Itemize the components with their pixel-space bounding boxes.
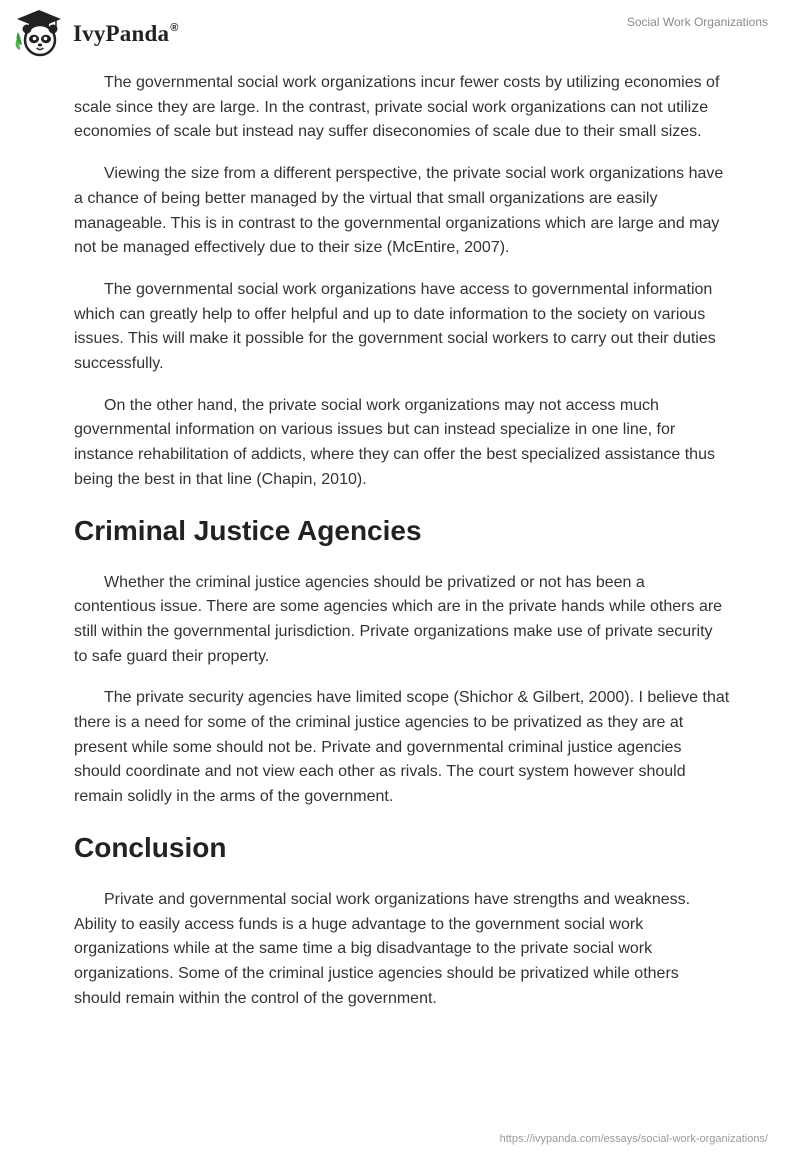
ivypanda-logo[interactable]: [14, 8, 179, 58]
panda-graduate-icon: [14, 8, 64, 58]
brand-label: IvyPanda: [73, 21, 170, 46]
paragraph: Whether the criminal justice agencies should be privatized or not has been a contentious issue. There are some agencies which are in the private hands while others are still within the governmental jurisdiction. Private organizations make use of private security to safe guard their property.: [74, 573, 723, 665]
paragraph: The governmental social work organizations incur fewer costs by utilizing economies of scale since they are large. In the contrast, private social work organizations can not utilize economies of scale but instead nay suffer diseconomies of scale due to their small sizes.: [74, 74, 720, 141]
paragraph: The private security agencies have limited scope (Shichor & Gilbert, 2000). I believe that there is a need for some of the criminal justice agencies to be privatized as they are at present while some should not be. Private and governmental criminal justice agencies should coordinate and not view each other as rivals. The court system however should remain solidly in the arms of the government.: [74, 689, 730, 806]
section-heading-criminal-justice: Criminal Justice Agencies: [74, 514, 422, 546]
section-heading-conclusion: Conclusion: [74, 831, 227, 863]
article-body: [74, 71, 730, 1028]
document-title: Social Work Organizations: [626, 15, 768, 29]
registered-mark: ®: [170, 22, 179, 34]
brand-name: [73, 21, 179, 47]
paragraph: The governmental social work organizations have access to governmental information which can greatly help to offer helpful and up to date information to the society on various issues. This will make it possible for the government social workers to carry out their duties successfully.: [74, 280, 716, 373]
paragraph: Viewing the size from a different perspective, the private social work organizations have a chance of being better managed by the virtual that small organizations are easily manageable. This is in contrast to the governmental organizations which are large and may not be managed effectively due to their size (McEntire, 2007).: [74, 165, 724, 257]
source-url-link[interactable]: https://ivypanda.com/essays/social-work-organizations/: [499, 1133, 768, 1145]
paragraph: On the other hand, the private social work organizations may not access much governmental information on various issues but can instead specialize in one line, for instance rehabilitation of addicts, where they can offer the best specialized assistance thus being the best in that line (Chapin, 2010).: [74, 396, 715, 488]
page-header: [0, 0, 800, 64]
paragraph: Private and governmental social work organizations have strengths and weakness. Ability to easily access funds is a huge advantage to the government social work organizations while at the same time a big disadvantage to the private social work organizations. Some of the criminal justice agencies should be privatized while others should remain within the control of the government.: [74, 890, 691, 1007]
